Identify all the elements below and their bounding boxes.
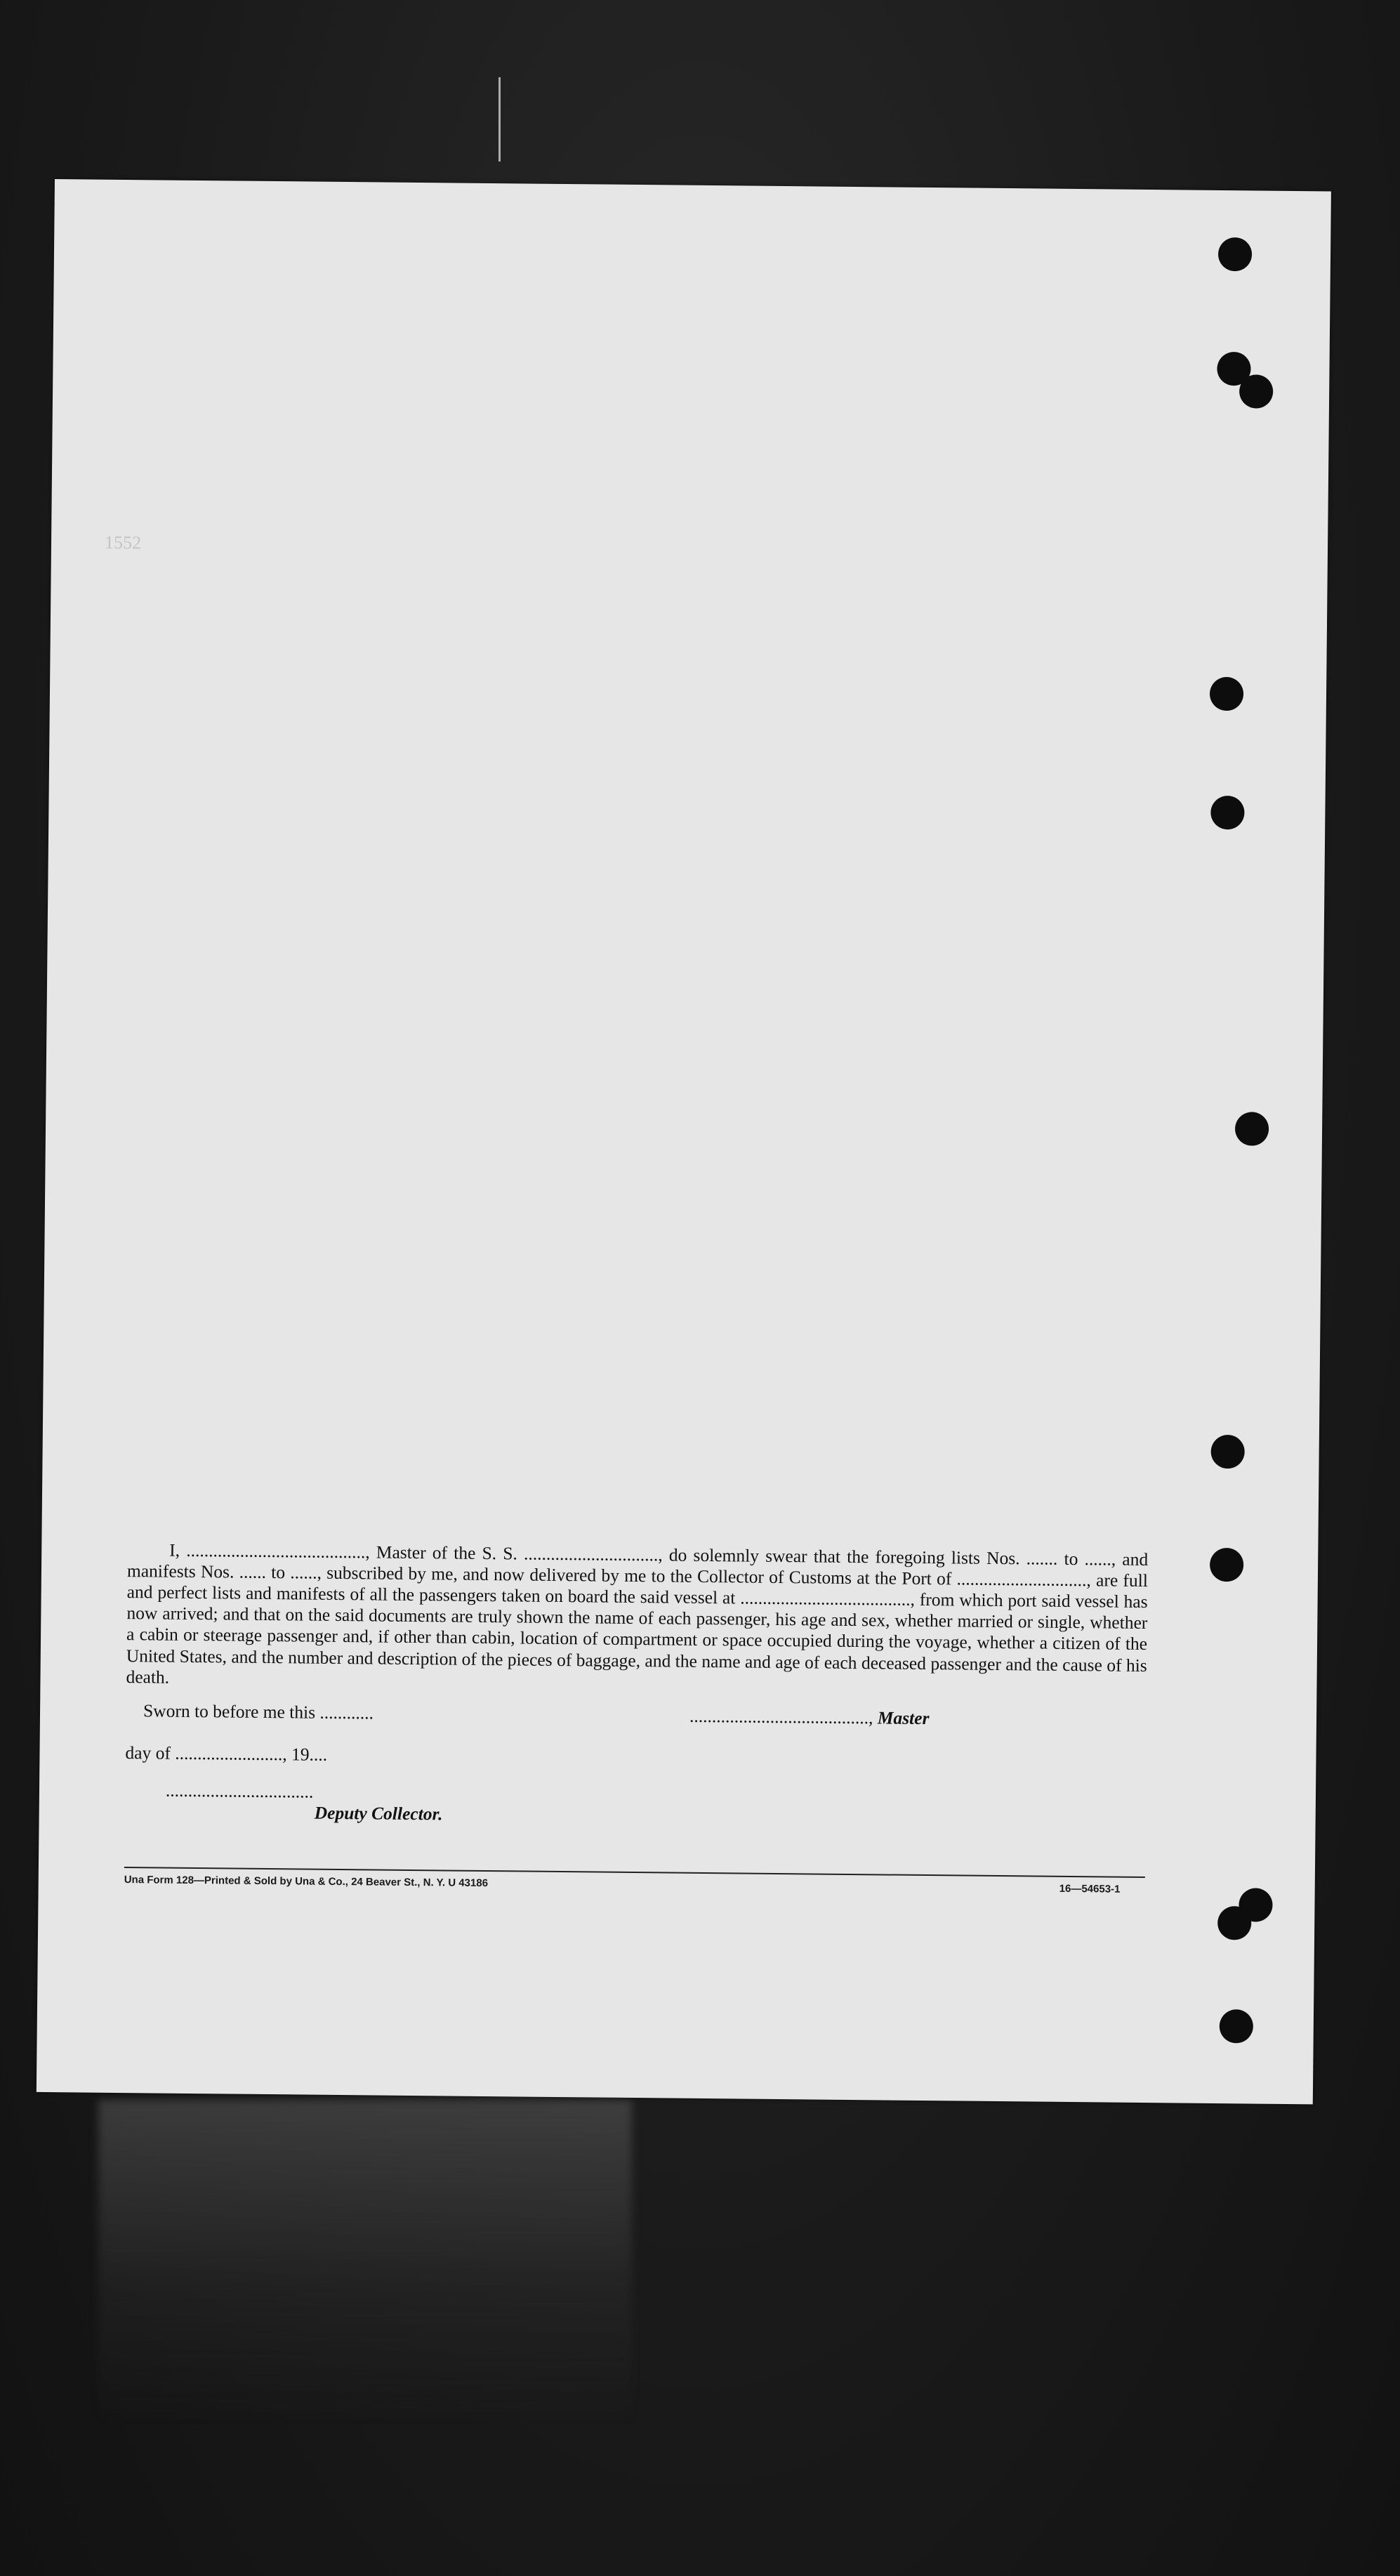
sworn-line <box>143 1700 374 1723</box>
form-imprint: Una Form 128—Printed & Sold by Una & Co., 24 Beaver St., N. Y. U 43186 <box>124 1874 489 1890</box>
deputy-label-line <box>315 1803 443 1825</box>
form-number: 16—54653-1 <box>1059 1882 1121 1895</box>
sworn-text: Sworn to before me this ............ <box>143 1700 374 1723</box>
punch-hole <box>1239 374 1273 408</box>
punch-hole <box>1210 1548 1243 1582</box>
faint-page-mark: 1552 <box>104 532 142 553</box>
punch-hole <box>1218 237 1252 271</box>
punch-hole <box>1220 2009 1253 2043</box>
punch-hole <box>1210 677 1243 711</box>
deputy-dots-line <box>166 1780 314 1803</box>
deputy-dots: ................................. <box>165 1780 314 1802</box>
punch-hole <box>1210 1435 1244 1468</box>
film-smear <box>98 2100 632 2423</box>
oath-paragraph: I, ........................................, Master of the S. S. .............................., do solemnly swear that the foregoing lists Nos. ....... to ......, and manifests Nos. ...... to ......, subscribed by me, and now delivered by me to the Collector of Customs at the Port of ............................., are full and perfect lists and manifests of all the passengers taken on board the said vessel at ......................................, from which port said vessel has now arrived; and that on the said documents are truly shown the name of each passenger, his age and sex, whether married or single, whether a cabin or steerage passenger and, if other than cabin, location of compartment or space occupied during the voyage, whether a citizen of the United States, and the number and description of the pieces of baggage, and the name and age of each deceased passenger and the cause of his death. <box>126 1539 1149 1688</box>
master-label: Master <box>877 1707 930 1729</box>
master-signature-line <box>689 1706 930 1729</box>
punch-hole <box>1210 796 1244 829</box>
day-line <box>125 1742 327 1766</box>
deputy-label: Deputy Collector. <box>314 1802 443 1825</box>
day-text: day of ........................, 19.... <box>125 1742 328 1765</box>
master-dots: ........................................, <box>689 1705 873 1728</box>
film-scratch <box>498 77 501 162</box>
punch-hole <box>1235 1112 1269 1145</box>
punch-hole <box>1217 1906 1251 1940</box>
document-page <box>37 179 1331 2104</box>
